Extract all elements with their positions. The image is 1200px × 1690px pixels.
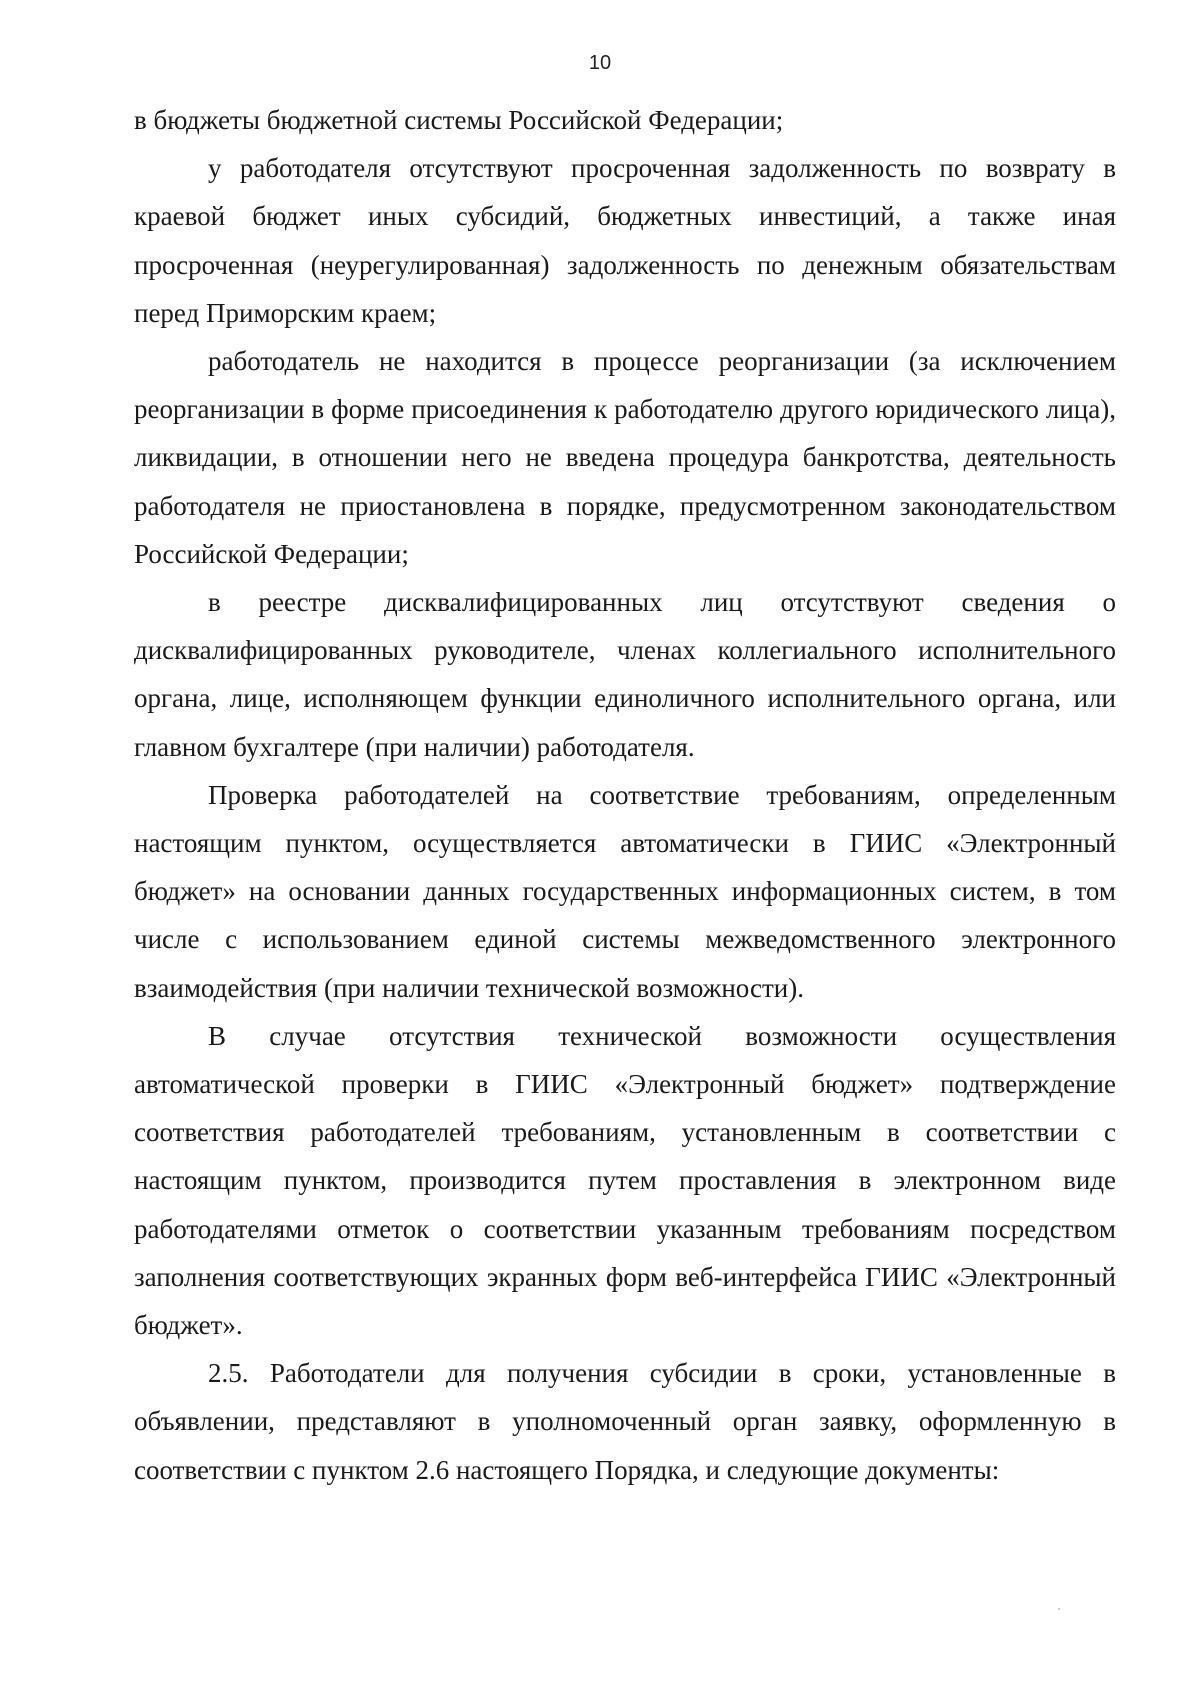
paragraph: в бюджеты бюджетной системы Российской Федерации; [134,105,784,135]
document-body [134,96,1116,1494]
paragraph: в реестре дисквалифицированных лиц отсутствуют сведения о дисквалифицированных руководителе, членах коллегиального исполнительного органа, лице, исполняющем функции единоличного исполнительного органа, или главном бухгалтере (при наличии) работодателя. [134,587,1116,762]
scan-speck [1058,1608,1060,1610]
paragraph: работодатель не находится в процессе реорганизации (за исключением реорганизации в форме присоединения к работодателю другого юридического лица), ликвидации, в отношении него не введена процедура банкротства, деятельность работодателя не приостановлена в порядке, предусмотренном законодательством Российской Федерации; [134,346,1116,569]
paragraph: В случае отсутствия технической возможности осуществления автоматической проверки в ГИИС «Электронный бюджет» подтверждение соответствия работодателей требованиям, установленным в соответствии с настоящим пунктом, производится путем проставления в электронном виде работодателями отметок о соответствии указанным требованиям посредством заполнения соответствующих экранных форм веб-интерфейса ГИИС «Электронный бюджет». [134,1020,1116,1341]
page-number: 10 [588,52,612,74]
paragraph: у работодателя отсутствуют просроченная задолженность по возврату в краевой бюджет иных субсидий, бюджетных инвестиций, а также иная просроченная (неурегулированная) задолженность по денежным обязательствам перед Приморским краем; [134,153,1116,328]
paragraph: 2.5. Работодатели для получения субсидии в сроки, установленные в объявлении, представляют в уполномоченный орган заявку, оформленную в соответствии с пунктом 2.6 настоящего Порядка, и следующие документы: [134,1358,1116,1485]
paragraph: Проверка работодателей на соответствие требованиям, определенным настоящим пунктом, осуществляется автоматически в ГИИС «Электронный бюджет» на основании данных государственных информационных систем, в том числе с использованием единой системы межведомственного электронного взаимодействия (при наличии технической возможности). [134,779,1116,1003]
